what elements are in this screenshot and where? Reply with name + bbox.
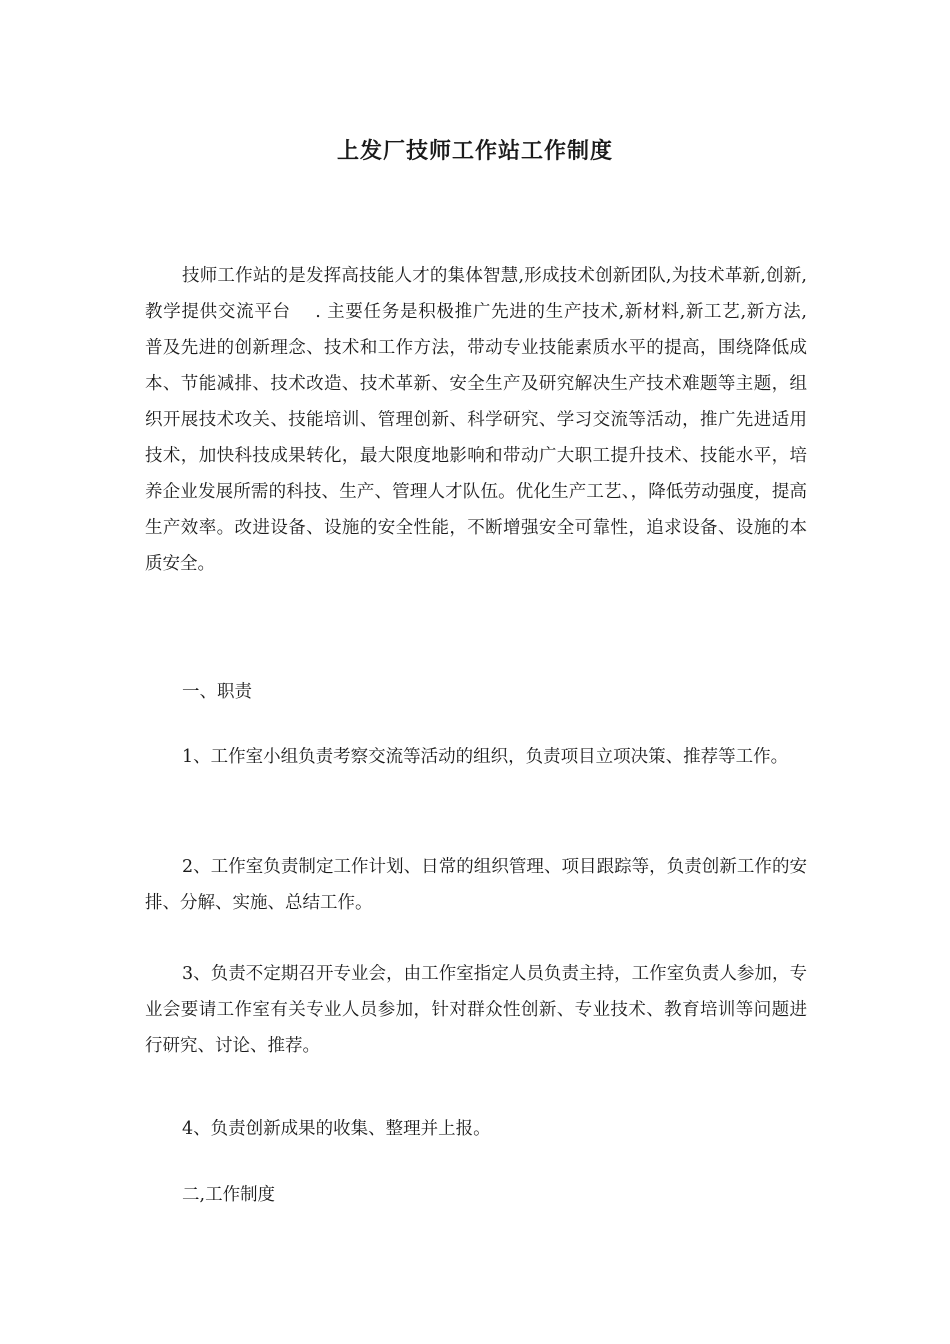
section-heading-work-rules: 二,工作制度 [182, 1185, 276, 1205]
duty-item-2: 2、工作室负责制定工作计划、日常的组织管理、项目跟踪等，负责创新工作的安排、分解、实施、总结工作。 [145, 857, 807, 913]
document-title: 上发厂技师工作站工作制度 [336, 139, 613, 164]
duty-item-4: 4、负责创新成果的收集、整理并上报。 [182, 1119, 491, 1139]
duty-item-1: 1、工作室小组负责考察交流等活动的组织，负责项目立项决策、推荐等工作。 [182, 747, 789, 767]
duty-item-3: 3、负责不定期召开专业会，由工作室指定人员负责主持，工作室负责人参加，专业会要请工作室有关专业人员参加，针对群众性创新、专业技术、教育培训等问题进行研究、讨论、推荐。 [145, 964, 807, 1056]
intro-paragraph: 技师工作站的是发挥高技能人才的集体智慧,形成技术创新团队,为技术革新,创新,教学提供交流平台 . 主要任务是积极推广先进的生产技术,新材料,新工艺,新方法, 普及先进的创新理念、技术和工作方法，带动专业技能素质水平的提高，围绕降低成本、节能减排、技术改造、技术革新、安全生产及研究解决生产技术难题等主题，组织开展技术攻关、技能培训、管理创新、科学研究、学习交流等活动，推广先进适用技术，加快科技成果转化，最大限度地影响和带动广大职工提升技术、技能水平，培养企业发展所需的科技、生产、管理人才队伍。优化生产工艺、，降低劳动强度，提高生产效率。改进设备、设施的安全性能，不断增强安全可靠性，追求设备、设施的本质安全。 [145, 266, 831, 574]
section-heading-duties: 一、职责 [182, 682, 252, 702]
